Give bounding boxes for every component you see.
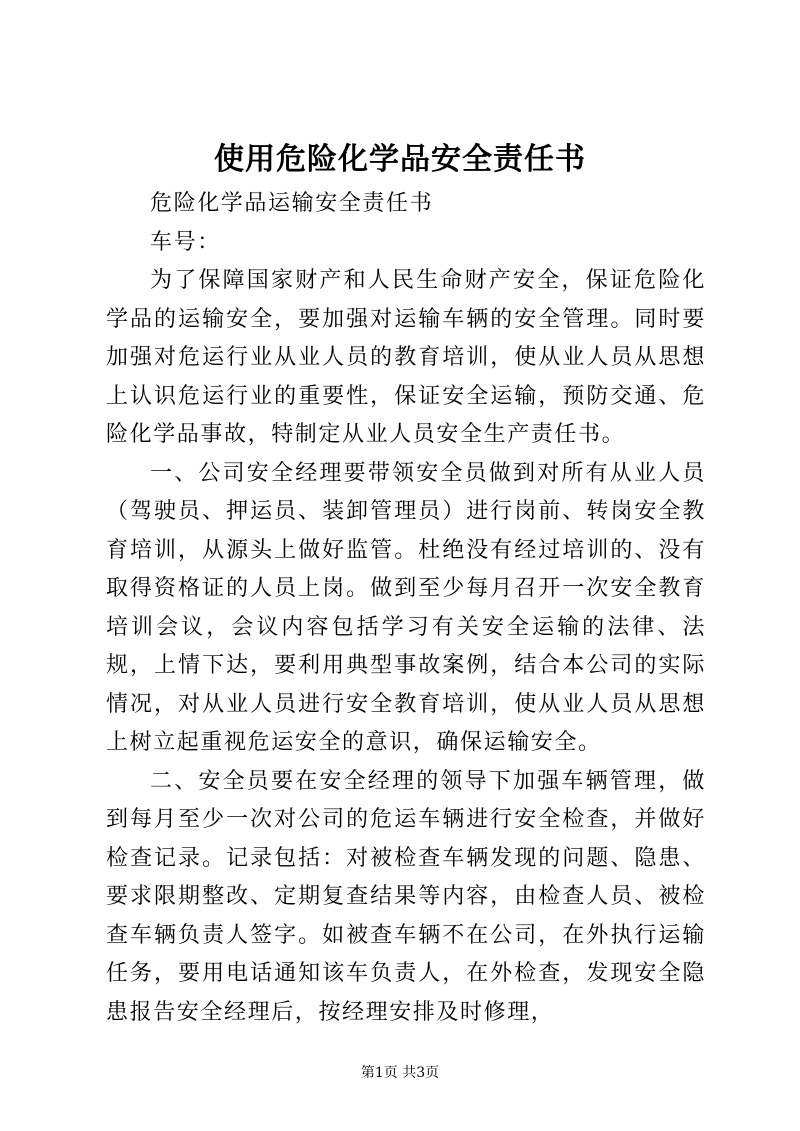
paragraph-intro: 为了保障国家财产和人民生命财产安全，保证危险化学品的运输安全，要加强对运输车辆的安全管理。同时要加强对危运行业从业人员的教育培训，使从业人员从思想上认识危运行业的重要性，保证安全运输，预防交通、危险化学品事故，特制定从业人员安全生产责任书。 <box>106 268 706 447</box>
subtitle-line: 危险化学品运输安全责任书 <box>150 191 434 216</box>
page-footer: 第1页 共3页 <box>360 1065 440 1081</box>
page-title: 使用危险化学品安全责任书 <box>214 142 586 177</box>
paragraph-item-2: 二、安全员要在安全经理的领导下加强车辆管理，做到每月至少一次对公司的危运车辆进行安全检查，并做好检查记录。记录包括：对被检查车辆发现的问题、隐患、要求限期整改、定期复查结果等内容，由检查人员、被检查车辆负责人签字。如被查车辆不在公司，在外执行运输任务，要用电话通知该车负责人，在外检查，发现安全隐患报告安全经理后，按经理安排及时修理， <box>106 768 706 1025</box>
vehicle-number-line: 车号： <box>150 229 221 255</box>
document-body <box>106 185 706 1032</box>
paragraph-item-1: 一、公司安全经理要带领安全员做到对所有从业人员（驾驶员、押运员、装卸管理员）进行岗前、转岗安全教育培训，从源头上做好监管。杜绝没有经过培训的、没有取得资格证的人员上岗。做到至少每月召开一次安全教育培训会议，会议内容包括学习有关安全运输的法律、法规，上情下达，要利用典型事故案例，结合本公司的实际情况，对从业人员进行安全教育培训，使从业人员从思想上树立起重视危运安全的意识，确保运输安全。 <box>106 460 706 755</box>
